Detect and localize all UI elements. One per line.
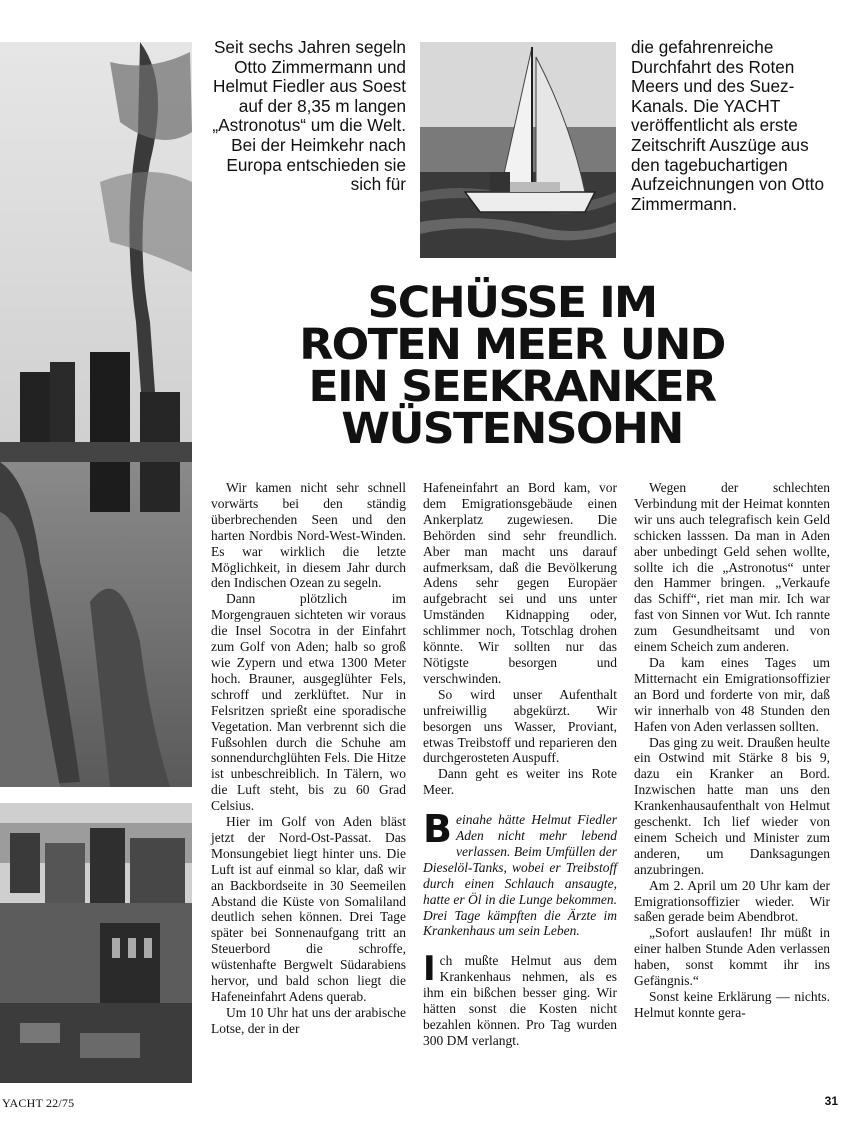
aden-town-photo xyxy=(0,803,192,1083)
italic-paragraph xyxy=(423,807,617,939)
paragraph: Um 10 Uhr hat uns der arabische Lotse, der in der xyxy=(211,1004,406,1036)
page-number: 31 xyxy=(824,1094,838,1108)
paragraph: So wird unser Aufenthalt unfreiwillig abgekürzt. Wir besorgen uns Wasser, Proviant, etwas Treibstoff und reparieren den durchgerosteten Auspuff. xyxy=(423,686,617,766)
initial-letter: B xyxy=(423,807,452,852)
paragraph: Dann plötzlich im Morgengrauen sichteten wir voraus die Insel Socotra in der Einfahrt zum Golf von Aden; halb so groß wie Zypern und etwa 1300 Meter hoch. Brauner, ausgeglühter Fels, schroff und zerklüftet. Nur in Felsritzen sprießt eine sporadische Vegetation. Man verbrennt sich die Fußsohlen durch die Schuhe am sonnendurchglühten Fels. Die Hitze ist unbeschreiblich. In Tälern, wo die Luft steht, bis zu 60 Grad Celsius. xyxy=(211,591,406,814)
magazine-issue: YACHT 22/75 xyxy=(2,1096,75,1110)
article-column-2 xyxy=(423,480,617,1049)
paragraph: Wegen der schlechten Verbindung mit der Heimat konnten wir uns auch telegrafisch kein Geld schicken lasssen. Da man in Aden aber unbedingt Geld sehen wollte, sollte ich die „Astronotus“ unter den Hammer bringen. „Verkaufe das Schiff“, riet man mir. Ich war fast von Sinnen vor Wut. Ich rannte zum Gesundheitsamt und von einem Scheich zum anderen. xyxy=(634,480,830,655)
headline-line: EIN SEEKRANKER xyxy=(308,362,716,412)
paragraph: „Sofort auslaufen! Ihr müßt in einer halben Stunde Aden verlassen haben, sonst kommt ihr ins Gefängnis.“ xyxy=(634,925,830,989)
paragraph: Hier im Golf von Aden bläst jetzt der Nord-Ost-Passat. Das Monsungebiet liegt hinter uns. Die Luft ist auf einmal so klar, daß wir an Backbordseite in 30 Seemeilen Abstand die Küste von Somaliland deutlich sehen können. Drei Tage später bei Sonnenaufgang tritt an Steuerbord die schroffe, wüstenhafte Bergwelt Südarabiens hervor, und bald schon liegt die Hafeneinfahrt Adens querab. xyxy=(211,814,406,1004)
headline xyxy=(255,278,770,454)
intro-text-right: die gefahrenreiche Durchfahrt des Roten Meers und des Suez-Kanals. Die YACHT veröffentlicht als erste Zeitschrift Auszüge aus den tagebuchartigen Aufzeichnungen von Otto Zimmermann. xyxy=(631,37,825,214)
paragraph: Dann geht es weiter ins Rote Meer. xyxy=(423,766,617,798)
article-column-3 xyxy=(634,480,830,1021)
paragraph: Sonst keine Erklärung — nichts. Helmut konnte gera- xyxy=(634,989,830,1020)
paragraph-text: ch mußte Helmut aus dem Krankenhaus nehmen, als es ihm ein bißchen besser ging. Wir hätten sonst die Kosten nicht bezahlen können. Pro Tag wurden 300 DM verlangt. xyxy=(423,953,617,1048)
article-column-1 xyxy=(211,480,406,1037)
sailboat-photo xyxy=(420,42,616,258)
paragraph: Da kam eines Tages um Mitternacht ein Emigrationsoffizier an Bord und forderte von mir, daß wir innerhalb von 48 Stunden den Hafen von Aden verlassen sollten. xyxy=(634,654,830,734)
paragraph: Wir kamen nicht sehr schnell vorwärts bei den ständig überbrechenden Seen und den harten Nordbis Nord-West-Winden. Es war wirklich die letzte Möglichkeit, in diesem Jahr durch den Indischen Ozean zu segeln. xyxy=(211,480,406,591)
italic-text: einahe hätte Helmut Fiedler Aden nicht mehr lebend verlassen. Beim Umfüllen der Dieselöl-Tanks, wobei er Treibstoff durch einen Schlauch ansaugte, hatte er Öl in die Lunge bekommen. Drei Tage kämpften die Ärzte im Krankenhaus um sein Leben. xyxy=(423,812,617,939)
headline-line: SCHÜSSE IM xyxy=(367,278,657,328)
initial-letter: I xyxy=(423,949,436,990)
paragraph: Hafeneinfahrt an Bord kam, vor dem Emigrationsgebäude einen Ankerplatz zugewiesen. Die Behörden sind sehr freundlich. Aber man macht uns darauf aufmerksam, daß die Bevölkerung Adens sehr gegen Europäer aufgebracht sei und uns unter Umständen Kidnapping oder, schlimmer noch, Totschlag drohen könnte. Wir sollten nur das Nötigste besorgen und verschwinden. xyxy=(423,480,617,686)
paragraph: Das ging zu weit. Draußen heulte ein Ostwind mit Stärke 8 bis 9, dazu ein Kranker an Bord. Inzwischen hatte man uns den Krankenhausaufenthalt von Helmut geschenkt. Ich lief wieder von einem Scheich und Minister zum anderen, um Danksagungen anzubringen. xyxy=(634,734,830,877)
paragraph: Am 2. April um 20 Uhr kam der Emigrationsoffizier wieder. Wir saßen gerade beim Abendbrot. xyxy=(634,877,830,925)
paragraph xyxy=(423,949,617,1048)
desert-figure-photo xyxy=(0,42,192,787)
intro-text-left: Seit sechs Jahren segeln Otto Zimmermann und Helmut Fiedler aus Soest auf der 8,35 m langen „Astronotus“ um die Welt. Bei der Heimkehr nach Europa entschieden sie sich für xyxy=(212,37,406,195)
headline-line: WÜSTENSOHN xyxy=(341,404,683,454)
headline-line: ROTEN MEER UND xyxy=(299,320,725,370)
